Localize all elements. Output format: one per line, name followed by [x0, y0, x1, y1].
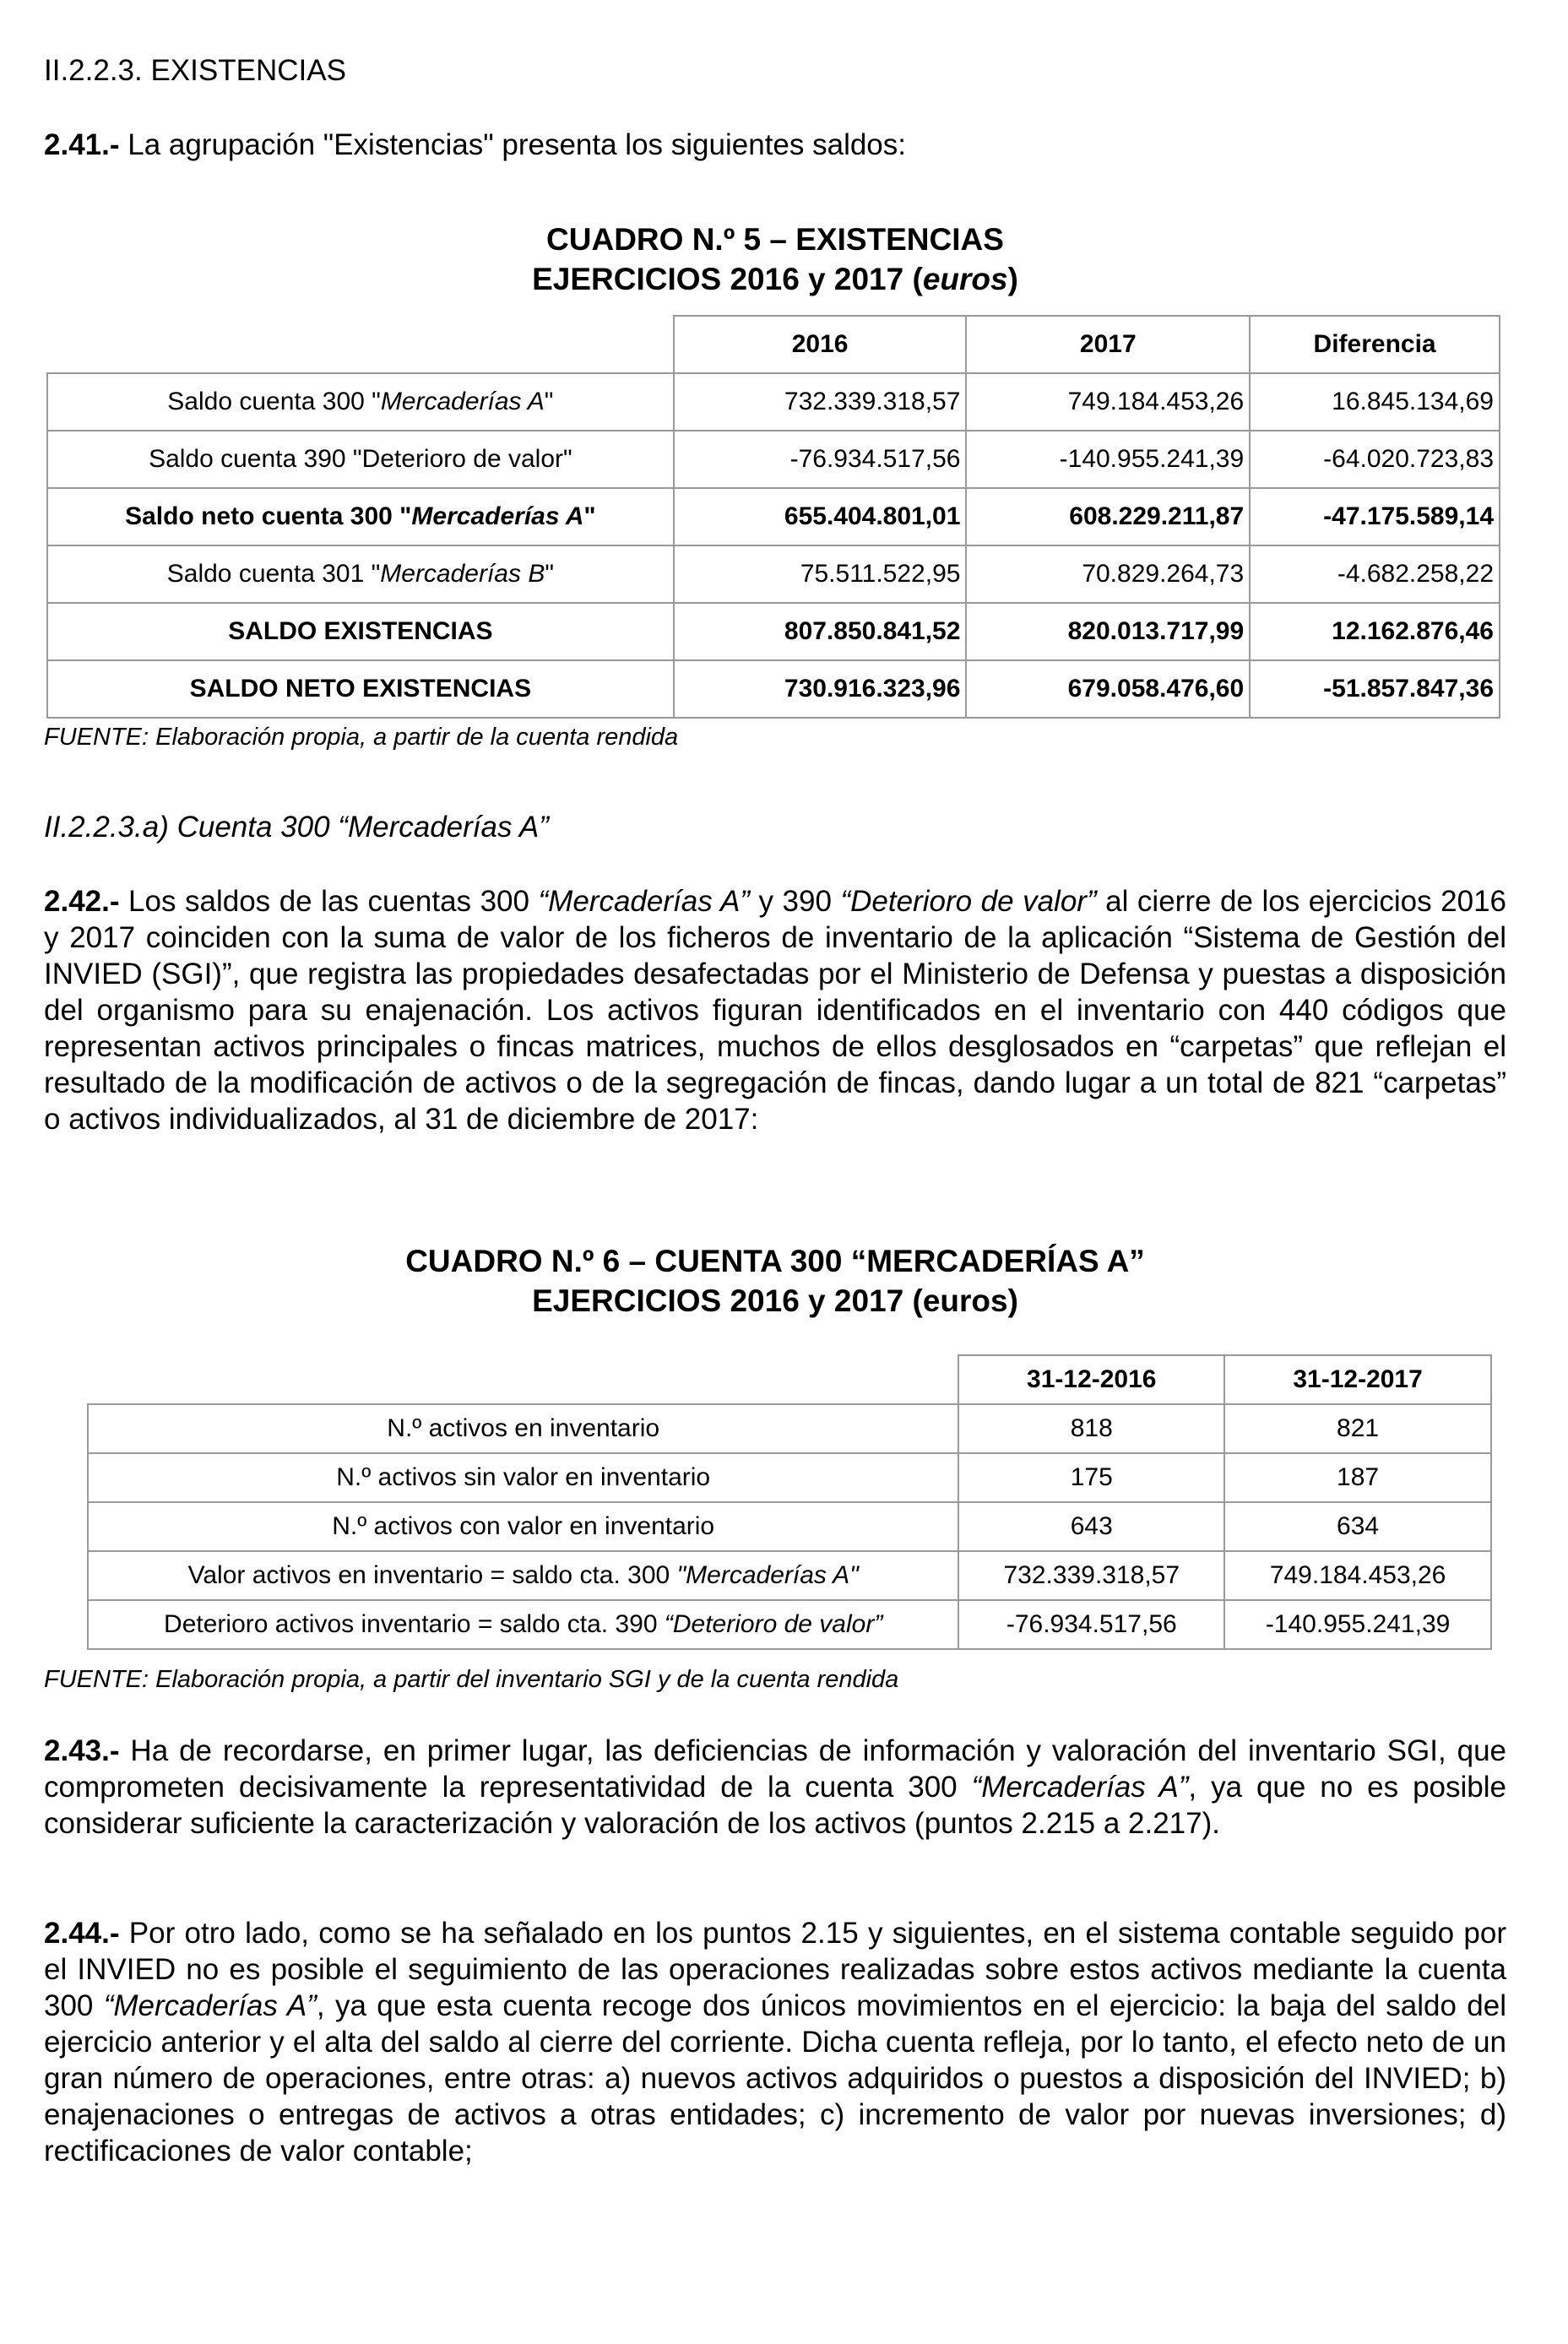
row-label: Saldo neto cuenta 300 "Mercaderías A" [47, 488, 674, 545]
table5-col-diferencia: Diferencia [1250, 316, 1500, 373]
paragraph-number: 2.43.- [44, 1734, 120, 1767]
cell-diferencia: 16.845.134,69 [1250, 373, 1500, 431]
table-row [88, 1600, 1491, 1649]
cell-2016: 75.511.522,95 [674, 545, 967, 603]
table5-title [44, 220, 1506, 299]
cell-2016: -76.934.517,56 [674, 431, 967, 488]
table5-empty-header [47, 316, 674, 373]
table-row [47, 545, 1500, 603]
cell-diferencia: -47.175.589,14 [1250, 488, 1500, 545]
cell-2017: 749.184.453,26 [966, 373, 1250, 431]
row-label: Saldo cuenta 300 "Mercaderías A" [47, 373, 674, 431]
row-label: Deterioro activos inventario = saldo cta. 390 “Deterioro de valor” [88, 1600, 958, 1649]
row-label: Saldo cuenta 390 "Deterioro de valor" [47, 431, 674, 488]
paragraph-2-42: 2.42.- Los saldos de las cuentas 300 “Mercaderías A” y 390 “Deterioro de valor” al cierre de los ejercicios 2016 y 2017 coinciden con la suma de valor de los ficheros de inventario de la aplicación “Sistema de Gestión del INVIED (SGI)”, que registra las propiedades desafectadas por el Ministerio de Defensa y puestas a disposición del organismo para su enajenación. Los activos figuran identificados en el inventario con 440 códigos que representan activos principales o fincas matrices, muchos de ellos desglosados en “carpetas” que reflejan el resultado de la modificación de activos o de la segregación de fincas, dando lugar a un total de 821 “carpetas” o activos individualizados, al 31 de diciembre de 2017: [44, 885, 1507, 1136]
cell-2017: -140.955.241,39 [966, 431, 1250, 488]
cell-2017: -140.955.241,39 [1224, 1600, 1491, 1649]
table-row [47, 373, 1500, 431]
cell-2016: 732.339.318,57 [958, 1551, 1224, 1600]
cell-diferencia: -64.020.723,83 [1250, 431, 1500, 488]
cell-2017: 608.229.211,87 [966, 488, 1250, 545]
cell-2016: 655.404.801,01 [674, 488, 967, 545]
table6 [87, 1354, 1492, 1650]
subheading: II.2.2.3.a) Cuenta 300 “Mercaderías A” [44, 811, 549, 844]
table-row [47, 488, 1500, 545]
table5-title-line1: CUADRO N.º 5 – EXISTENCIAS [546, 222, 1004, 257]
cell-diferencia: -4.682.258,22 [1250, 545, 1500, 603]
table-row [88, 1551, 1491, 1600]
table-row [88, 1453, 1491, 1502]
paragraph-2-41 [44, 127, 1506, 163]
cell-2017: 70.829.264,73 [966, 545, 1250, 603]
table6-header-row [88, 1355, 1491, 1404]
paragraph-2-43: 2.43.- Ha de recordarse, en primer lugar, las deficiencias de información y valoración del inventario SGI, que comprometen decisivamente la representatividad de la cuenta 300 “Mercaderías A”, ya que no es posible considerar suficiente la caracterización y valoración de los activos (puntos 2.215 a 2.217). [44, 1734, 1506, 1840]
table-row [47, 660, 1500, 718]
row-label: Valor activos en inventario = saldo cta. 300 "Mercaderías A" [88, 1551, 958, 1600]
cell-2017: 187 [1224, 1453, 1491, 1502]
table5-source: FUENTE: Elaboración propia, a partir de la cuenta rendida [44, 724, 679, 751]
row-label: SALDO EXISTENCIAS [47, 603, 674, 660]
row-label: Saldo cuenta 301 "Mercaderías B" [47, 545, 674, 603]
table6-title-line2: EJERCICIOS 2016 y 2017 (euros) [532, 1283, 1018, 1318]
table6-empty-header [88, 1355, 958, 1404]
paragraph-number: 2.41.- [44, 128, 120, 161]
cell-2016: 175 [958, 1453, 1224, 1502]
row-label: N.º activos sin valor en inventario [88, 1453, 958, 1502]
table-row [47, 431, 1500, 488]
table6-title-line1: CUADRO N.º 6 – CUENTA 300 “MERCADERÍAS A” [405, 1244, 1145, 1278]
cell-2016: 818 [958, 1404, 1224, 1453]
row-label: SALDO NETO EXISTENCIAS [47, 660, 674, 718]
table6-title [44, 1241, 1506, 1321]
cell-2016: 807.850.841,52 [674, 603, 967, 660]
cell-2016: -76.934.517,56 [958, 1600, 1224, 1649]
cell-2017: 679.058.476,60 [966, 660, 1250, 718]
cell-2017: 821 [1224, 1404, 1491, 1453]
section-heading: II.2.2.3. EXISTENCIAS [44, 54, 346, 87]
table5-col-2017: 2017 [966, 316, 1250, 373]
cell-diferencia: 12.162.876,46 [1250, 603, 1500, 660]
cell-2016: 643 [958, 1502, 1224, 1551]
cell-2017: 634 [1224, 1502, 1491, 1551]
table5-title-line2: EJERCICIOS 2016 y 2017 (euros) [532, 262, 1018, 296]
table-row [47, 603, 1500, 660]
table5-header-row [47, 316, 1500, 373]
cell-2017: 820.013.717,99 [966, 603, 1250, 660]
cell-2017: 749.184.453,26 [1224, 1551, 1491, 1600]
table6-col-2017: 31-12-2017 [1224, 1355, 1491, 1404]
row-label: N.º activos en inventario [88, 1404, 958, 1453]
table5-col-2016: 2016 [674, 316, 967, 373]
cell-2016: 732.339.318,57 [674, 373, 967, 431]
table-row [88, 1502, 1491, 1551]
table6-col-2016: 31-12-2016 [958, 1355, 1224, 1404]
table6-source: FUENTE: Elaboración propia, a partir del inventario SGI y de la cuenta rendida [44, 1666, 899, 1693]
paragraph-number: 2.44.- [44, 1917, 120, 1950]
paragraph-number: 2.42.- [44, 885, 120, 918]
row-label: N.º activos con valor en inventario [88, 1502, 958, 1551]
cell-2016: 730.916.323,96 [674, 660, 967, 718]
paragraph-2-44: 2.44.- Por otro lado, como se ha señalado en los puntos 2.15 y siguientes, en el sistema contable seguido por el INVIED no es posible el seguimiento de las operaciones realizadas sobre estos activos mediante la cuenta 300 “Mercaderías A”, ya que esta cuenta recoge dos únicos movimientos en el ejercicio: la baja del saldo del ejercicio anterior y el alta del saldo al cierre del corriente. Dicha cuenta refleja, por lo tanto, el efecto neto de un gran número de operaciones, entre otras: a) nuevos activos adquiridos o puestos a disposición del INVIED; b) enajenaciones o entregas de activos a otras entidades; c) incremento de valor por nuevas inversiones; d) rectificaciones de valor contable; [44, 1917, 1506, 2168]
cell-diferencia: -51.857.847,36 [1250, 660, 1500, 718]
table-row [88, 1404, 1491, 1453]
table5 [46, 315, 1500, 719]
paragraph-text: La agrupación "Existencias" presenta los siguientes saldos: [119, 128, 906, 161]
